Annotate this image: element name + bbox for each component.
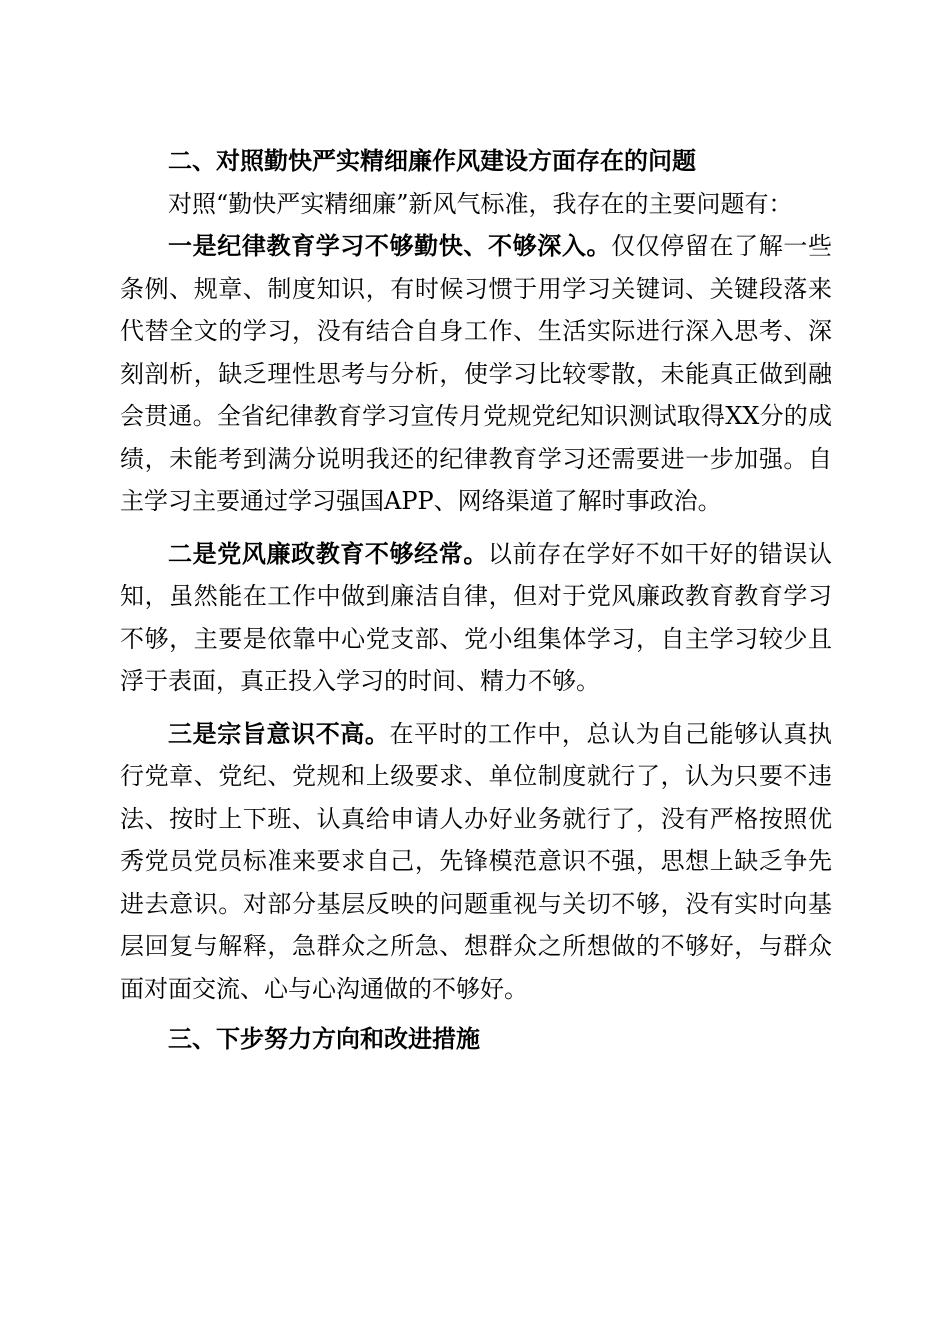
issue-2-body: 以前存在学好不如干好的错误认知，虽然能在工作中做到廉洁自律，但对于党风廉政教育教育学习不够，主要是依靠中心党支部、党小组集体学习，自主学习较少且浮于表面，真正投入学习的时间、精力不够。: [120, 539, 832, 695]
issue-paragraph-1: [120, 225, 832, 523]
issue-2-lead: 二是党风廉政教育不够经常。: [168, 539, 488, 568]
section-heading-next-steps: 三、下步努力方向和改进措施: [168, 1025, 480, 1053]
issue-3-body: 在平时的工作中，总认为自己能够认真执行党章、党纪、党规和上级要求、单位制度就行了，认为只要不违法、按时上下班、认真给申请人办好业务就行了，没有严格按照优秀党员党员标准来要求自己，先锋模范意识不强，思想上缺乏争先进去意识。对部分基层反映的问题重视与关切不够，没有实时向基层回复与解释，急群众之所急、想群众之所想做的不够好，与群众面对面交流、心与心沟通做的不够好。: [120, 719, 833, 1003]
issue-1-body: 仅仅停留在了解一些条例、规章、制度知识，有时候习惯于用学习关键词、关键段落来代替全文的学习，没有结合自身工作、生活实际进行深入思考、深刻剖析，缺乏理性思考与分析，使学习比较零散，未能真正做到融会贯通。全省纪律教育学习宣传月党规党纪知识测试取得XX分的成绩，未能考到满分说明我还的纪律教育学习还需要进一步加强。自主学习主要通过学习强国APP、网络渠道了解时事政治。: [120, 232, 833, 515]
issue-3-lead: 三是宗旨意识不高。: [168, 719, 390, 748]
section-heading-problems: 二、对照勤快严实精细廉作风建设方面存在的问题: [168, 147, 696, 175]
issue-paragraph-3: [120, 713, 832, 1011]
document-body: [120, 140, 832, 1061]
issue-1-lead: 一是纪律教育学习不够勤快、不够深入。: [168, 232, 612, 260]
issue-paragraph-2: [120, 533, 832, 703]
intro-paragraph: 对照“勤快严实精细廉”新风气标准，我存在的主要问题有：: [168, 189, 793, 218]
